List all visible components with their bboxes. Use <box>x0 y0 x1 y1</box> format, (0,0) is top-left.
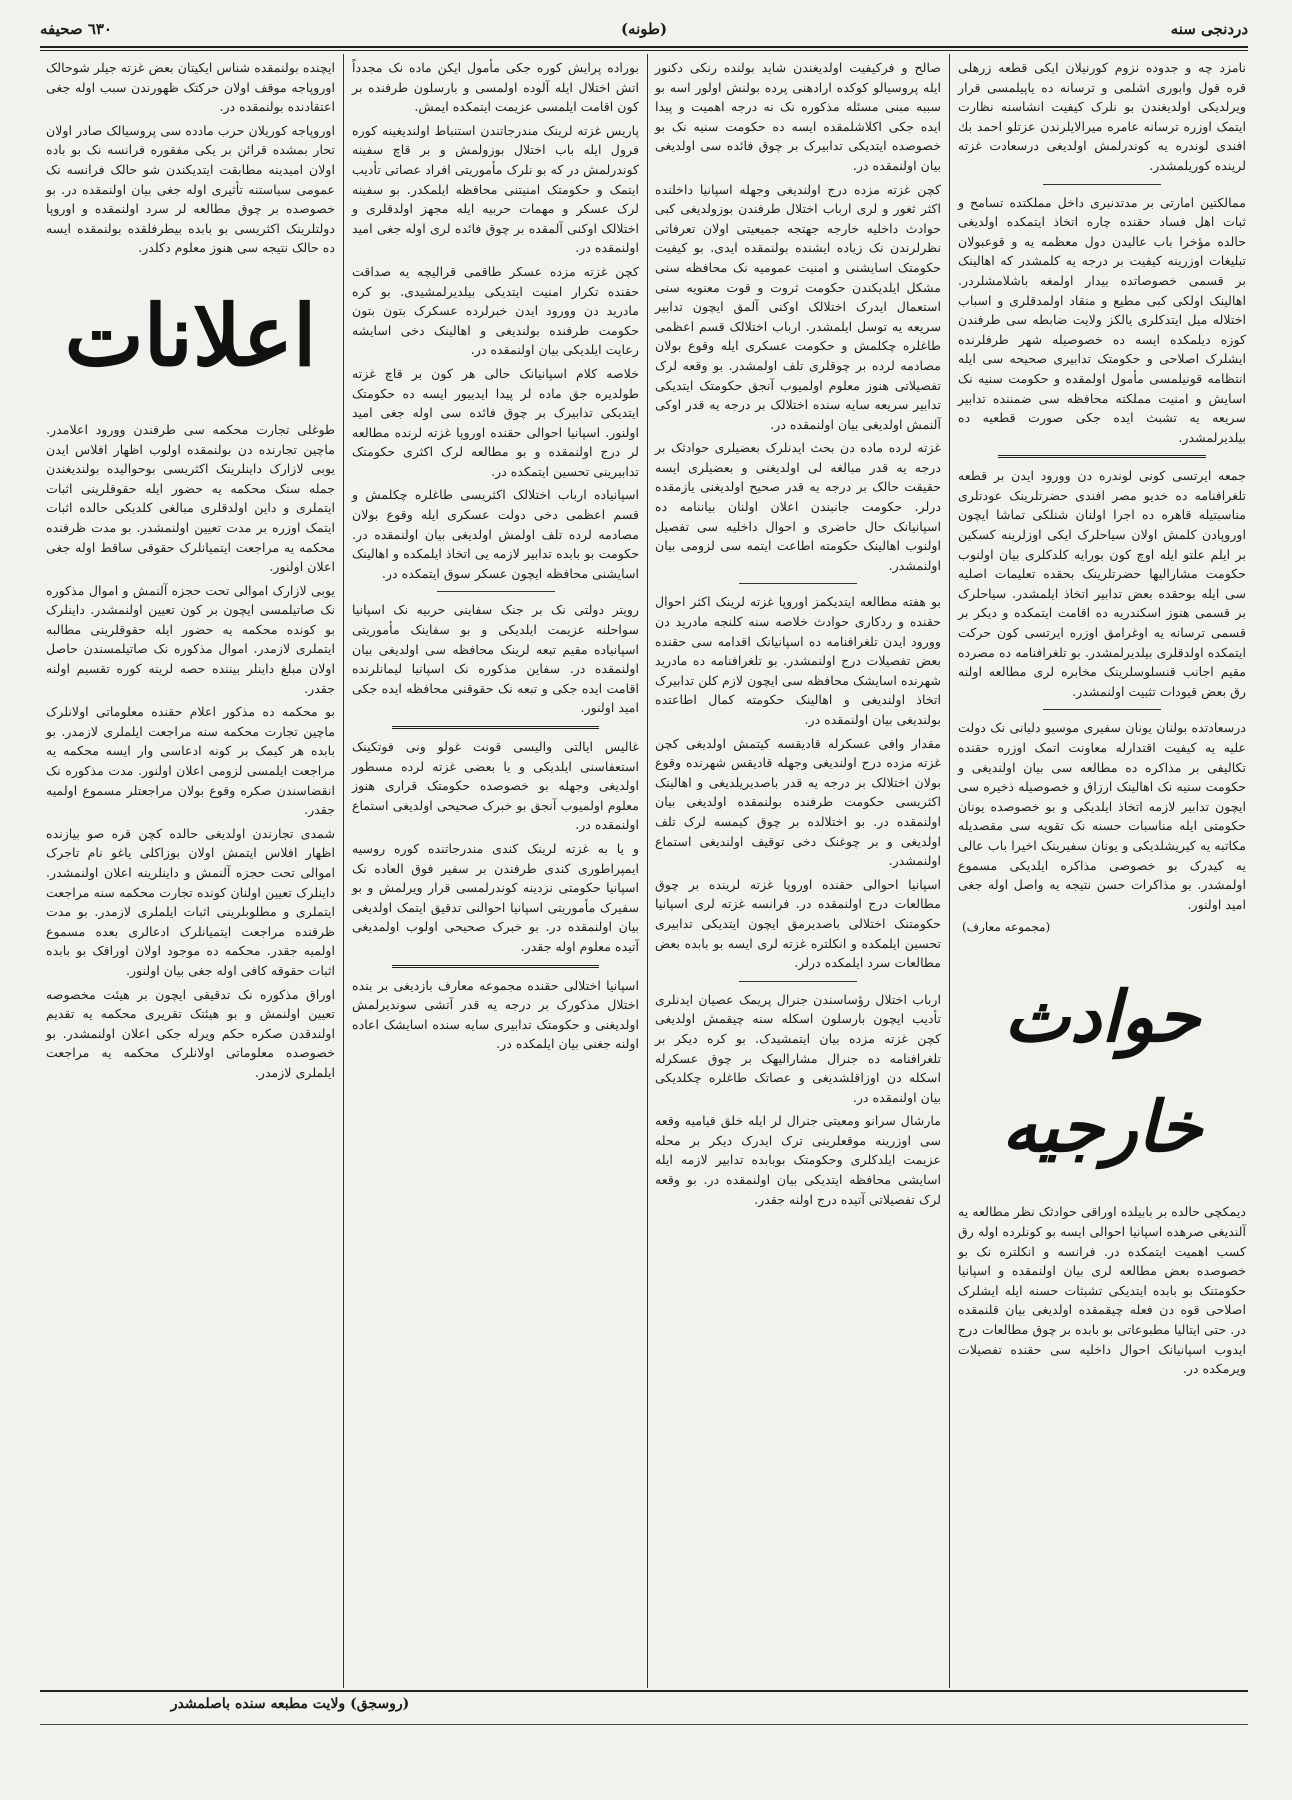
article-paragraph: ارباب اختلال رؤساسندن جنرال پریمک عصیان ایدنلری تأدیب ایچون بارسلون اسکله سنه چیقمش اولدیغی کچن غزته مزده بیان ایتمشیدک. بو کره دیکر بر تلغرافنامه ده جنرال مشارالیهک بر چوق عسکرله اسکله دن اوزاقلشدیغی و عصاتک طاغلره چکلدیکی بیان اولنمقده در. <box>655 991 941 1105</box>
article-paragraph: مقدار وافی عسکرله قادیقسه کیتمش اولدیغی کچن غزته مزده درج اولندیغی وجهله قادیقس شهرنده وقوع بولان اختلالک بر درجه یه قدر باصدیریلدیغی و اهالینک اکثریسی حکومت طرفنده بولنمقده اولدیغی بیان اولنمقده در. بو اختلالده بر چوق کیمسه لرک تلف اولدیغی و بر چوغنک دخی توقیف اولندیغی استماع اولنمشدر. <box>655 735 941 869</box>
article-paragraph: اسپانیا احوالی حقنده اوروپا غزته لرینده بر چوق مطالعات درج اولنمقده در. فرانسه غزته لری اسپانیا حکومتنک اختلالی باصدیرمق ایچون ایتدیکی تدابیری تحسین ایلمکده و انکلتره غزته لری ایسه بو بابده بعض مطالعات سرد ایلمکده درلر. <box>655 876 941 971</box>
separator <box>739 583 857 584</box>
article-paragraph: مارشال سرانو ومعیتی جنرال لر ایله خلق قیامیه وقعه سی اوزرینه موقعلرینی ترک ایدرک دیکر بر محله عزیمت ایلدکلری وحکومتک بوبابده تدابیر لازمه ایله اسایشی محافظه ایتدیکی بیان اولنمقده در. بو وقعه لرک تفصیلاتی آتیده درج اولنه جقدر. <box>655 1113 941 1207</box>
separator <box>392 965 599 968</box>
column-divider <box>647 54 648 1688</box>
article-paragraph: طوغلی تجارت محکمه سی طرفندن وورود اعلامدر. ماچین تجارنده دن بولنمقده اولوب اظهار افلاس ایدن یوبی لازارک داینلرینک اکثریسی بوحوالیده بولندیغندن جمله سنک محکمه یه حضور ایله حقوقلرینی اثبات ایتملری و داین اولدقلری مبالغی کلدیکی حالده اثبات ایتمک اوزره بر مدت تعیین اولنمشدر. بو مدت ظرفنده محکمه یه مراجعت ایتمیانلرک حقوقی ساقط اوله جغی اعلان اولنور. <box>46 421 335 575</box>
article-paragraph: رویتر دولتی نک بر جنک سفاینی حربیه نک اسپانیا سواحلنه عزیمت ایلدیکی و بو سفاینک مأموریتی اسپانیاده مقیم تبعه لرینک محافظه سی اولدیغی بیان اولنمقده در. سفاین مذکوره نک اسپانیا لیمانلرنده اقامت ایده جکی و تبعه نک حقوقنی محافظه ایده جکی امید اولنور. <box>352 602 639 716</box>
masthead <box>40 14 1248 44</box>
separator <box>739 981 857 982</box>
article-paragraph: غزته لرده ماده دن بحث ایدنلرک بعضیلری حوادثک بر درجه یه قدر مبالغه لی اولدیغنی و بعضیلری ایسه حقیقت حالک بر درجه یه قدر صحیح اولدیغنی یازمقده درلر. حکومت جانبندن اعلان اولنان بیاننامه ده اسپانیانک حال حاضری و احوال داخلیه سی تفصیل اولنوب اهالینک حکومته اطاعت ایتمه سی لزومی بیان اولنمشدر. <box>655 440 941 573</box>
article-paragraph: درسعادتده بولنان یونان سفیری موسیو دلیانی نک دولت علیه یه کیفیت اقتدارله معاونت اتمک اوزره حقنده تکالیفی بر مذاکره ده مطالعه سی بیان اولندیغی و حکومت سنیه نک اهالینک ارزاق و خصوصیله ذخیره سی ایچون تدابیر لازمه اتخاذ ایلدیکی و بو خصوصده یونان حکومتی ایله مناسبات حسنه نک تقویه سی مقصدیله مکاتبه یه کیریشلدیکی و یونان سفیرینک اخیرا باب عالی یه کیدرک بو خصوصی مذاکره ایلدیکی مسموع اولمشدر. بو مذاکرات حسن نتیجه یه واصل اوله جغی امید اولنور. <box>958 720 1246 912</box>
separator <box>998 455 1205 458</box>
article-paragraph: دیمکچی حالده بر بابیلده اوراقی حوادثک نظر مطالعه یه آلندیغی صرهده اسپانیا احوالی ایسه بو کونلرده اوله رق کسب اهمیت ایتمکده در. فرانسه و انکلتره نک بو خصوصده بعض مطالعه لری بیان اولنمقده و اسپانیا حکومتنک بو بابده ایتدیکی تشبثات حسنه ایله ایشلرک اصلاحی قوه دن فعله چیقمقده اولدیغی بیان قلنمقده در. حتی ایتالیا مطبوعاتی بو بابده بر چوق مطالعات درج ایدوب اسپانیانک احوال داخلیه سی حقنده تفصیلات ویرمکده در. <box>958 1204 1246 1377</box>
newspaper-title: (طونه) <box>620 20 668 38</box>
article-paragraph: ایچنده بولنمقده شناس ایکیتان بعض غزته جیلر شوحالک اوروپاجه موقف اولان حرکتک ظهورندن سبب اوله جغی اعتقادنده بولنمقده در. <box>46 60 335 115</box>
article-paragraph: اوروپاجه کوریلان حرب مادده سی پروسیالک صادر اولان تحار بمشده قرائن بر یکی مفقوره فرانسه نک بو باده اولان امیدینه مطابقت ایتدیکندن شو حالک فرانسه نک عمومی سیاستنه تأثیری اوله جغی بیان اولنمقده در. بو خصوصده بر چوق مطالعه لر سرد اولنمقده و اوروپا دولتلرینک اکثریسی بو بابده بیطرفلقده بولنمقده ایسه ده حالک نتیجه سی هنوز معلوم دکلدر. <box>46 122 335 256</box>
article-paragraph: غالیس ایالتی والیسی قونت غولو ونی فوتکینک استعفاسنی ایلدیکی و یا بعضی غزته لرده مسطور اولدیغی وجهله بو خصوصده حکومتک قراری هنوز معلوم اولمیوب آنجق بو خبرک صحیحی اولدیغی استماع اولنمقده در. <box>352 739 639 833</box>
article-paragraph: اسپانیاده ارباب اختلالک اکثریسی طاغلره چکلمش و قسم اعظمی دخی دولت عسکری ایله وقوع بولان مصادمه لرده تلف اولمش اولدیغی بیان اولنمقده در. حکومت بو بابده تدابیر لازمه یی اتخاذ ایلمکده و اهالینک اسایشنی محافظه ایچون عسکر سوق ایتمکده در. <box>352 487 639 581</box>
article-paragraph: ممالکتین امارتی بر مدتدنبری داخل مملکتده تسامح و ثبات اهل فساد حقنده چاره اتخاذ ایتمکده اولدیغی حالده مؤخرا باب عالیدن دول معظمه یه و قوعبولان تبلیغات اوزرینه کیفیت بر درجه یه کلمشدر که اهالینک بر قسمی خصوصاتده بیدار اولمغه باشلامشلردر. اهالینک اولکی کبی مطیع و منقاد اولمدقلری و اسباب اختلاله میل ایتدکلری یالکز ولایت ضابطه سی طرفندن کوزه دیلمکده ایسه ده خصوصیله شهر طرفلرنده ایشلرک اصلاحی و حکومتک تدابیری صحیحه سی ایله انتظامه قونیلمسی مأمول اولمقده و حکومت سنیه نک اسایش و امنیت مملکته محافظه سی ضمننده تدابیر سریعه یه تشبث ایده جکی صورت قطعیه ده بیلدیرلمشدر. <box>958 194 1246 445</box>
top-rule-thin <box>40 50 1248 51</box>
article-signature: (مجموعه معارف) <box>962 920 1051 935</box>
column-3 <box>348 58 643 1683</box>
bottom-rule <box>40 1690 1248 1692</box>
article-paragraph: اوراق مذکوره نک تدقیقی ایچون بر هیئت مخصوصه تعیین اولنمش و بو هیئتک تقریری محکمه یه تقدیم اولندقدن صکره حکم ویرله جکی اعلان اولنمشدر. بو خصوصده معلوماتی اولانلرک محکمه یه مراجعت ایلملری لازمدر. <box>46 986 335 1080</box>
article-paragraph: اسپانیا اختلالی حقنده مجموعه معارف بازدیغی بر بنده اختلال مذکورک بر درجه یه قدر آتشی سوندیرلمش اولدیغنی و حکومتک تدابیری سایه سنده اسایشک اعاده اولنه جغنی بیان ایلمکده در. <box>352 977 639 1052</box>
article-paragraph: بو محکمه ده مذکور اعلام حقنده معلوماتی اولانلرک ماچین تجارت محکمه سنه مراجعت ایلملری لازمدر. بو بابده هر کیمک بر کونه ادعاسی وار ایسه محکمه یه مراجعت ایلمسی لزومی اعلان اولنور. مدت مذکوره نک انقضاسندن صکره وقوع بولان مراجعتلر مسموع اولمیه جقدر. <box>46 704 335 818</box>
article-paragraph: کچن غزته مزده درج اولندیغی وجهله اسپانیا داخلنده اکثر ثغور و لری ارباب اختلال طرفندن بوزولدیغی کبی حوادث داخلیه خارجه جهتجه جمیعیتی اولان تعرفاتی نظرلرندن نک زیاده ایشنده بولنمقده ایدی. بو کیفیت حکومتک اسایشنی و امنیت عمومیه نک محافظه سنی مشکل ایلدیکندن حکومت ثروت و قوت معنویه سنی استعمال ایدرک اختلالک اوکنی آلمق ایچون تدابیر سریعه یه توسل ایلمشدر. ارباب اختلالک قسم اعظمی طاغلره چکلمش و حکومت عسکری ایله وقوع بولان مصادمه لرده بر چوقلری تلف اولمشدر. بو وقعه لرک تفصیلاتی هنوز معلوم اولمیوب آنجق حکومتک ایتدیکی تدابیر سریعه سایه سنده اختلالک بر درجه یه قدر اوکی آلنمش اولدیغی بیان اولنمقده در. <box>655 181 941 432</box>
article-paragraph: خلاصه کلام اسپانیانک حالی هر کون بر قاچ غزته طولدیره جق ماده لر پیدا ایدییور ایسه ده حکومتک ایتدیکی تدابیرک بر چوق فائده سی اوله جغی امید اولنور. اسپانیا احوالی حقنده اوروپا غزته لرنده مطالعه لر درج اولنمقده و بو مطالعه لرک اکثری حکومتک تدابیرینی تحسین ایتمکده در. <box>352 365 639 479</box>
article-paragraph: بوراده پرایش کوره جکی مأمول ایکن ماده نک مجدداً اتش اختلال ایله آلوده اولمسی و بارسلون طرفنده بر کون اقامت ایلمسی عزیمت ایتمکده ایمش. <box>352 60 639 115</box>
page-number: ٦٣٠ صحیفه <box>40 20 112 38</box>
printer-imprint: (روسجق) ولایت مطبعه سنده باصلمشدر <box>170 1696 410 1712</box>
column-divider <box>343 54 344 1688</box>
top-rule <box>40 46 1248 48</box>
article-paragraph: کچن غزته مزده عسکر طاقمی قرالیچه یه صداقت حقنده تکرار امنیت ایتدیکی بیلدیرلمشیدی. بو کره مادرید دن وورود ایدن خبرلرده عسکرک بتون بتون حکومت طرفنده بولندیغی و اهالینک دخی اسایشه رعایت ایلدیکی بیان اولنمقده در. <box>352 263 639 358</box>
column-2 <box>651 58 945 1683</box>
article-paragraph: و یا به غزته لرینک کندی مندرجاتنده کوره روسیه ایمپراطوری کندی طرفندن بر سفیر فوق العاده نک اسپانیا حکومتی نزدینه کوندرلمسی قرار ویرلمش و بو سفیرک مأموریتی اسپانیا احوالنی تدقیق ایتمک اولدیغی بیان اولنمقده در. بو خبرک صحیحی اولوب اولمدیغی آتیده معلوم اوله جقدر. <box>352 840 639 954</box>
separator <box>1043 709 1161 710</box>
section-heading-ilanat: اعلانات <box>64 285 317 385</box>
article-paragraph: یوبی لازارک اموالی تحت حجزه آلنمش و اموال مذکوره نک صاتیلمسی ایچون بر کون تعیین اولنمشدر. داینلرک بو کونده محکمه یه حضور ایله حقوقلرینی مطالبه ایتملری لازمدر. اموال مذکوره نک صاتیلمسندن حاصل اولان مبلغ داینلر بیننده حصه لرینه کوره تقسیم اولنه جقدر. <box>46 582 335 696</box>
section-heading-havadis: حوادث خارجیه <box>1001 975 1203 1169</box>
article-paragraph: جمعه ایرتسی کونی لوندره دن وورود ایدن بر قطعه تلغرافنامه ده خدیو مصر افندی حضرتلرینک عودتلری مناسبتیله قاهره ده اجرا اولنان شنلکی تماشا ایچون اوروپادن کلمش اولان سیاحلرک ایکی اوزلرینه کسکین بر ایلم علتو ایله اوچ کون بورایه کلدکلری بیان اولنوب حکومت مشارالیها حضرتلرینک بحقده تعلیمات اصلیه سی ایله بوحقده بعض تدابیر اتخاذ ایلمشدر. سیاحلرک بر قسمی هنوز اسکندریه ده اقامت ایتمکده و دیکر بر قسمی ترسانه یه اوغرامق اوزره ایرتسی کون حرکت ایتمکده اولدقلری بیلدیرلمشدر. بو تلغرافنامه ده مصرده مقیم اجانب قنسلوسلرینک مخابره لری مطالعه اولنه رق بعض قیودات تثبیت اولنمشدر. <box>958 468 1246 699</box>
article-paragraph: پاریس غزته لرینک مندرجاتندن استنباط اولندیغینه کوره فرول ایله باب اختلال بوزولمش و بر قاچ سفینه کوندرلمش در که بو نلرک مأموریتی افراد عصاتی تأدیب ایتمک و حکومتک امنیتنی محافظه ایلمکدر. بو سفینه لرک عسکر و مهمات حربیه ایله مجهز اولدقلری و اختلالک اوکنی آلمقده بر چوق فائده لری اوله جغی امید اولنمقده در. <box>352 122 639 256</box>
separator <box>437 591 555 592</box>
article-paragraph: نامزد چه و جدوده نزوم کورنیلان ایکی قطعه زرهلی قره قول وابوری اشلمی و ترسانه ده یاپیلمسی قرار ویرلدیکی اولدیغندن بو نلرک کیفیت انشاسنه نظارت ایتمک اوزره ترسانه عامره میرالایلرندن عزتلو احمد بك افندی لوندره یه کوندرلمش اولدیغی درسعادت غزته لرینده کوریلمشدر. <box>958 60 1246 173</box>
article-paragraph: صالح و فرکیفیت اولدیغندن شاید بولنده رنکی دکنور ایله پروسیالو کوکده ارادهنی پرده بولنش اولور اسه بو سببه مبنی مسئله مذکوره نک نه درجه اهمیت و پیدا ایده جکی اکلاشلمقده ایسه ده حکومت سنیه نک بو خصوصده ایتدیکی تدابیرک بر چوق فائده سی اولدیغی بیان اولنمقده در. <box>655 60 941 173</box>
column-4 <box>42 58 339 1683</box>
separator <box>392 726 599 729</box>
article-paragraph: شمدی تجارندن اولدیغی حالده کچن قره صو بیازنده اظهار افلاس ایتمش اولان بوزاکلی یاغو نام تاجرک اموالی تحت حجزه آلنمش و داینلرینه اعلان اولنمشدر. داینلرک تعیین اولنان کونده تجارت محکمه سنه مراجعت ایتملری و مطلوبلرینی اثبات ایلملری لازمدر. بو مدت ظرفنده مراجعت ایتمیانلرک ادعالری بعده مسموع اولمیه جقدر. محکمه ده موجود اولان اوراقک بو بابده اثبات حقوقه کافی اوله جغی بیان اولنور. <box>46 825 335 978</box>
bottom-rule-thin <box>40 1724 1248 1725</box>
column-1 <box>954 58 1250 1683</box>
article-paragraph: بو هفته مطالعه ایتدیکمز اوروپا غزته لرینک اکثر احوال حقنده و ردکاری حوادث خلاصه سنه کلنجه مادرید دن وورود ایدن تلغرافنامه ده اسپانیانک اقدامه سی حقنده بعض تفصیلات درج اولنمشدر. بو تلغرافنامه ده مادرید شهرنده اسایشک محافظه سی ایچون لازم کلن تدابیرک اتخاذ اولندیغی و اهالینک حکومته کمال اطاعتده بولندیغی بیان اولنمقده در. <box>655 594 941 727</box>
issue-year: دردنجی سنه <box>1170 20 1248 38</box>
column-divider <box>949 54 950 1688</box>
separator <box>1043 184 1161 185</box>
